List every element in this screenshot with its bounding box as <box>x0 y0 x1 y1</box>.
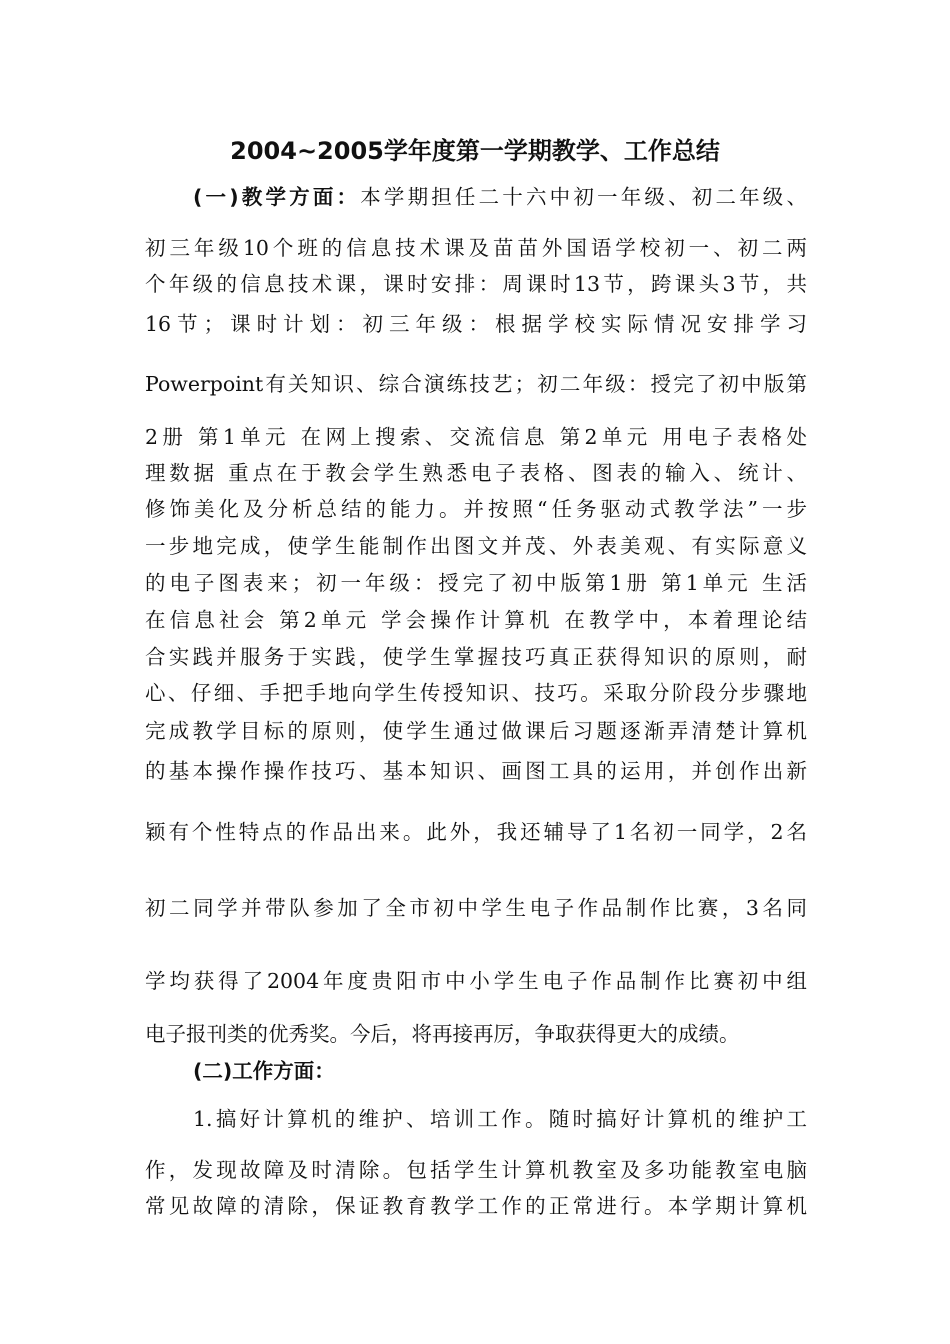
paragraph-line: 的电子图表来；初一年级：授完了初中版第1册 第1单元 生活 <box>145 571 807 595</box>
document-title: 2004~2005学年度第一学期教学、工作总结 <box>230 137 720 165</box>
paragraph-line: 一步地完成，使学生能制作出图文并茂、外表美观、有实际意义 <box>145 534 807 558</box>
paragraph-line: 个年级的信息技术课，课时安排：周课时13节，跨课头3节，共 <box>145 272 807 296</box>
paragraph-line: 电子报刊类的优秀奖。今后，将再接再厉，争取获得更大的成绩。 <box>145 1022 740 1046</box>
section-heading-teaching: (一)教学方面： <box>193 185 361 209</box>
paragraph-line: 作，发现故障及时清除。包括学生计算机教室及多功能教室电脑 <box>145 1158 807 1182</box>
paragraph-line: 16节；课时计划：初三年级：根据学校实际情况安排学习 <box>145 312 807 336</box>
paragraph-line: 颖有个性特点的作品出来。此外，我还辅导了1名初一同学，2名 <box>145 820 807 844</box>
section-heading-work: (二)工作方面： <box>193 1059 335 1083</box>
paragraph-line: 完成教学目标的原则，使学生通过做课后习题逐渐弄清楚计算机 <box>145 719 807 743</box>
paragraph-line: 初三年级10个班的信息技术课及苗苗外国语学校初一、初二两 <box>145 236 807 260</box>
paragraph-line: 心、仔细、手把手地向学生传授知识、技巧。采取分阶段分步骤地 <box>145 681 807 705</box>
paragraph-line: 常见故障的清除，保证教育教学工作的正常进行。本学期计算机 <box>145 1194 807 1218</box>
paragraph-line: 的基本操作操作技巧、基本知识、画图工具的运用，并创作出新 <box>145 759 807 783</box>
paragraph-line: 合实践并服务于实践，使学生掌握技巧真正获得知识的原则，耐 <box>145 645 807 669</box>
paragraph-line: 2册 第1单元 在网上搜索、交流信息 第2单元 用电子表格处 <box>145 425 807 449</box>
paragraph-line: Powerpoint有关知识、综合演练技艺；初二年级：授完了初中版第 <box>145 372 807 396</box>
paragraph-line: 1.搞好计算机的维护、培训工作。随时搞好计算机的维护工 <box>193 1107 807 1131</box>
paragraph-line <box>193 1056 807 1086</box>
paragraph-line: 修饰美化及分析总结的能力。并按照“任务驱动式教学法”一步 <box>145 497 807 521</box>
paragraph-line: 初二同学并带队参加了全市初中学生电子作品制作比赛，3名同 <box>145 896 807 920</box>
paragraph-line: 学均获得了2004年度贵阳市中小学生电子作品制作比赛初中组 <box>145 969 807 993</box>
paragraph-text: 本学期担任二十六中初一年级、初二年级、 <box>360 185 807 209</box>
paragraph-line: 理数据 重点在于教会学生熟悉电子表格、图表的输入、统计、 <box>145 461 807 485</box>
paragraph-line <box>193 182 807 212</box>
paragraph-line: 在信息社会 第2单元 学会操作计算机 在教学中，本着理论结 <box>145 608 807 632</box>
